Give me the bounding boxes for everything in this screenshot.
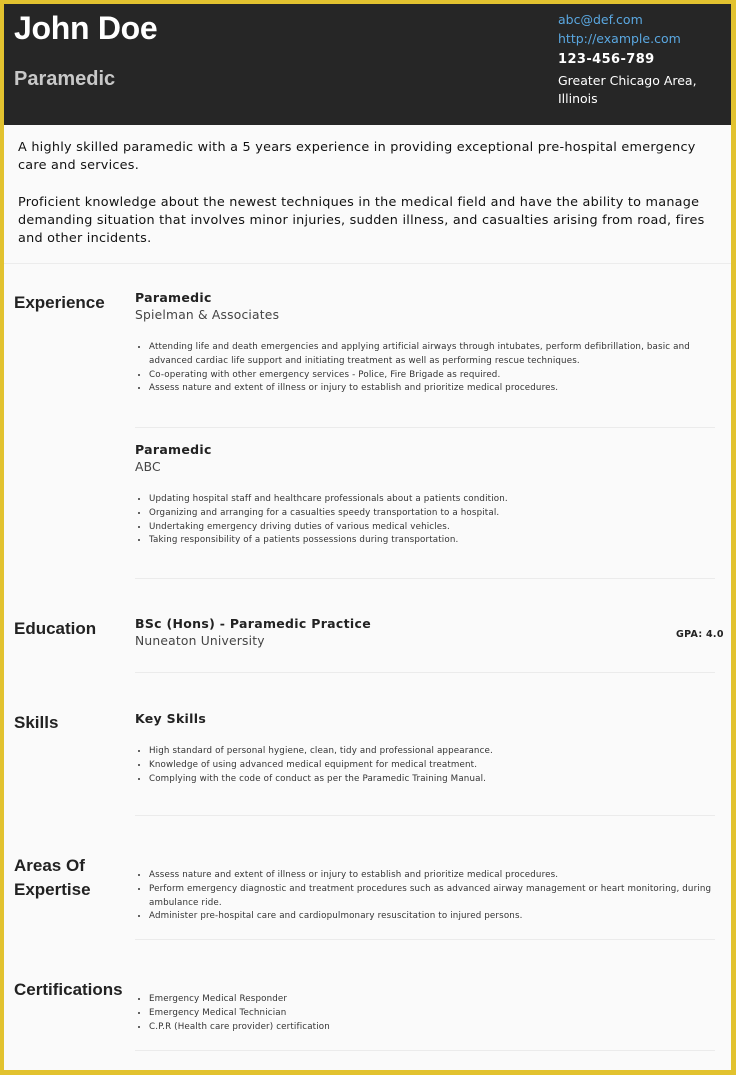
list-item: • Taking responsibility of a patients possessions during transportation. (149, 534, 715, 548)
resume-header (4, 4, 731, 125)
list-item: • Organizing and arranging for a casualties speedy transportation to a hospital. (149, 507, 715, 521)
summary-paragraph-1: A highly skilled paramedic with a 5 years experience in providing exceptional pre-hospital emergency care and services. (18, 140, 696, 174)
list-item: • Assess nature and extent of illness or injury to establish and prioritize medical procedures. (149, 869, 715, 883)
gpa-value: GPA: 4.0 (676, 629, 724, 640)
list-item: • Undertaking emergency driving duties of various medical vehicles. (149, 521, 715, 535)
section-title-education: Education (14, 619, 97, 638)
address (558, 72, 728, 108)
job-title: Paramedic (135, 290, 212, 305)
section-title-experience: Experience (14, 293, 105, 312)
job-company: Spielman & Associates (135, 308, 280, 322)
skills-subtitle: Key Skills (135, 711, 207, 726)
address-line-1: Greater Chicago Area, (558, 73, 697, 88)
job-title: Paramedic (135, 442, 212, 457)
divider (4, 263, 731, 264)
skills-entry (135, 711, 715, 786)
list-item: • Perform emergency diagnostic and treatment procedures such as advanced airway management or heart monitoring, during ambulance ride. (149, 883, 715, 911)
expertise-bullets (135, 869, 715, 924)
list-item: • High standard of personal hygiene, clean, tidy and professional appearance. (149, 745, 715, 759)
summary-paragraph-2: Proficient knowledge about the newest techniques in the medical field and have the ability to manage demanding situation that involves minor injuries, sudden illness, and casualties arising from road, fires and other incidents. (18, 194, 705, 247)
section-title-expertise (14, 854, 129, 902)
section-title-skills: Skills (14, 713, 59, 732)
candidate-name: John Doe (14, 10, 158, 46)
list-item: • Attending life and death emergencies and applying artificial airways through intubates, perform defibrillation, basic and advanced cardiac life support and initiating treatment as well as performing rescue techniques. (149, 341, 715, 369)
divider (135, 427, 715, 428)
list-item: • C.P.R (Health care provider) certification (149, 1021, 715, 1035)
divider (135, 672, 715, 673)
list-item: • Emergency Medical Technician (149, 1007, 715, 1021)
resume-page (4, 4, 731, 1070)
section-title-certifications: Certifications (14, 980, 123, 999)
certifications-bullets (135, 993, 715, 1034)
school-name: Nuneaton University (135, 634, 265, 648)
job-company: ABC (135, 460, 161, 474)
contact-block (558, 11, 728, 108)
list-item: • Complying with the code of conduct as per the Paramedic Training Manual. (149, 773, 715, 787)
summary (18, 139, 718, 266)
section-title-line-2: Expertise (14, 880, 91, 899)
email-link[interactable]: abc@def.com (558, 12, 643, 27)
list-item: • Assess nature and extent of illness or injury to establish and prioritize medical procedures. (149, 382, 715, 396)
expertise-entry (135, 869, 715, 924)
degree-title: BSc (Hons) - Paramedic Practice (135, 616, 371, 631)
website-link[interactable]: http://example.com (558, 30, 681, 46)
job-entry (135, 442, 715, 548)
section-title-line-1: Areas Of (14, 856, 85, 875)
divider (135, 578, 715, 579)
education-entry (135, 616, 715, 648)
list-item: • Emergency Medical Responder (149, 993, 715, 1007)
certifications-entry (135, 993, 715, 1034)
candidate-role: Paramedic (14, 68, 116, 90)
address-line-2: Illinois (558, 91, 598, 106)
divider (135, 1050, 715, 1051)
job-bullets (135, 493, 715, 548)
list-item: • Administer pre-hospital care and cardiopulmonary resuscitation to injured persons. (149, 910, 715, 924)
divider (135, 815, 715, 816)
job-entry (135, 290, 715, 396)
skills-bullets (135, 745, 715, 786)
list-item: • Knowledge of using advanced medical equipment for medical treatment. (149, 759, 715, 773)
list-item: • Co-operating with other emergency services - Police, Fire Brigade as required. (149, 369, 715, 383)
phone-number: 123-456-789 (558, 52, 655, 67)
job-bullets (135, 341, 715, 396)
list-item: • Updating hospital staff and healthcare professionals about a patients condition. (149, 493, 715, 507)
divider (135, 939, 715, 940)
